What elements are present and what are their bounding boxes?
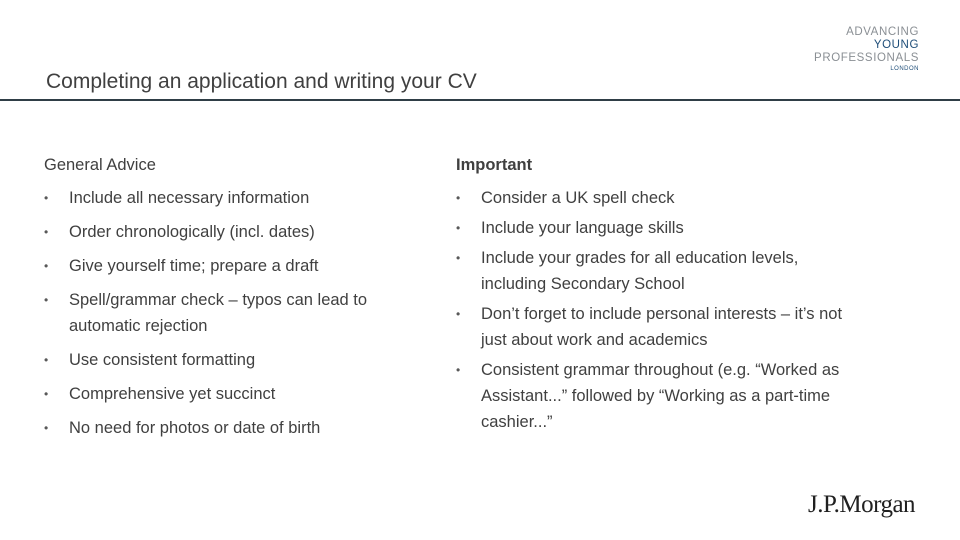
list-item: • Spell/grammar check – typos can lead to automatic rejection (44, 287, 404, 339)
slide-title: Completing an application and writing your CV (46, 70, 477, 93)
bullet-icon: • (456, 221, 461, 235)
important-heading: Important (456, 156, 533, 174)
list-item: • Consider a UK spell check (456, 185, 856, 211)
list-item: • Give yourself time; prepare a draft (44, 253, 404, 279)
bullet-icon: • (44, 293, 49, 307)
list-item: • Include your grades for all education levels, including Secondary School (456, 245, 856, 297)
list-item: • Comprehensive yet succinct (44, 381, 404, 407)
general-advice-list (44, 185, 404, 441)
list-item: • Include all necessary information (44, 185, 404, 211)
list-item: • No need for photos or date of birth (44, 415, 404, 441)
list-item: • Don’t forget to include personal interests – it’s not just about work and academics (456, 301, 856, 353)
advancing-young-professionals-logo (797, 0, 949, 98)
bullet-icon: • (456, 363, 461, 377)
jpmorgan-logo: J.P.Morgan (808, 491, 916, 518)
bullet-icon: • (44, 353, 49, 367)
logo-line-4: LONDON (890, 66, 919, 72)
important-column (456, 156, 856, 439)
bullet-icon: • (456, 307, 461, 321)
bullet-icon: • (44, 387, 49, 401)
logo-line-2: YOUNG (873, 39, 919, 51)
important-list (456, 185, 856, 435)
list-item: • Order chronologically (incl. dates) (44, 219, 404, 245)
list-item: • Include your language skills (456, 215, 856, 241)
bullet-icon: • (44, 225, 49, 239)
bullet-icon: • (456, 251, 461, 265)
bullet-icon: • (44, 191, 49, 205)
general-advice-heading: General Advice (44, 156, 156, 174)
general-advice-column (44, 156, 404, 449)
logo-line-3: PROFESSIONALS (814, 52, 919, 64)
title-divider (0, 99, 960, 101)
list-item: • Use consistent formatting (44, 347, 404, 373)
bullet-icon: • (44, 259, 49, 273)
bullet-icon: • (456, 191, 461, 205)
logo-line-1: ADVANCING (846, 26, 919, 38)
bullet-icon: • (44, 421, 49, 435)
list-item: • Consistent grammar throughout (e.g. “Worked as Assistant...” followed by “Working as a part-time cashier...” (456, 357, 856, 435)
